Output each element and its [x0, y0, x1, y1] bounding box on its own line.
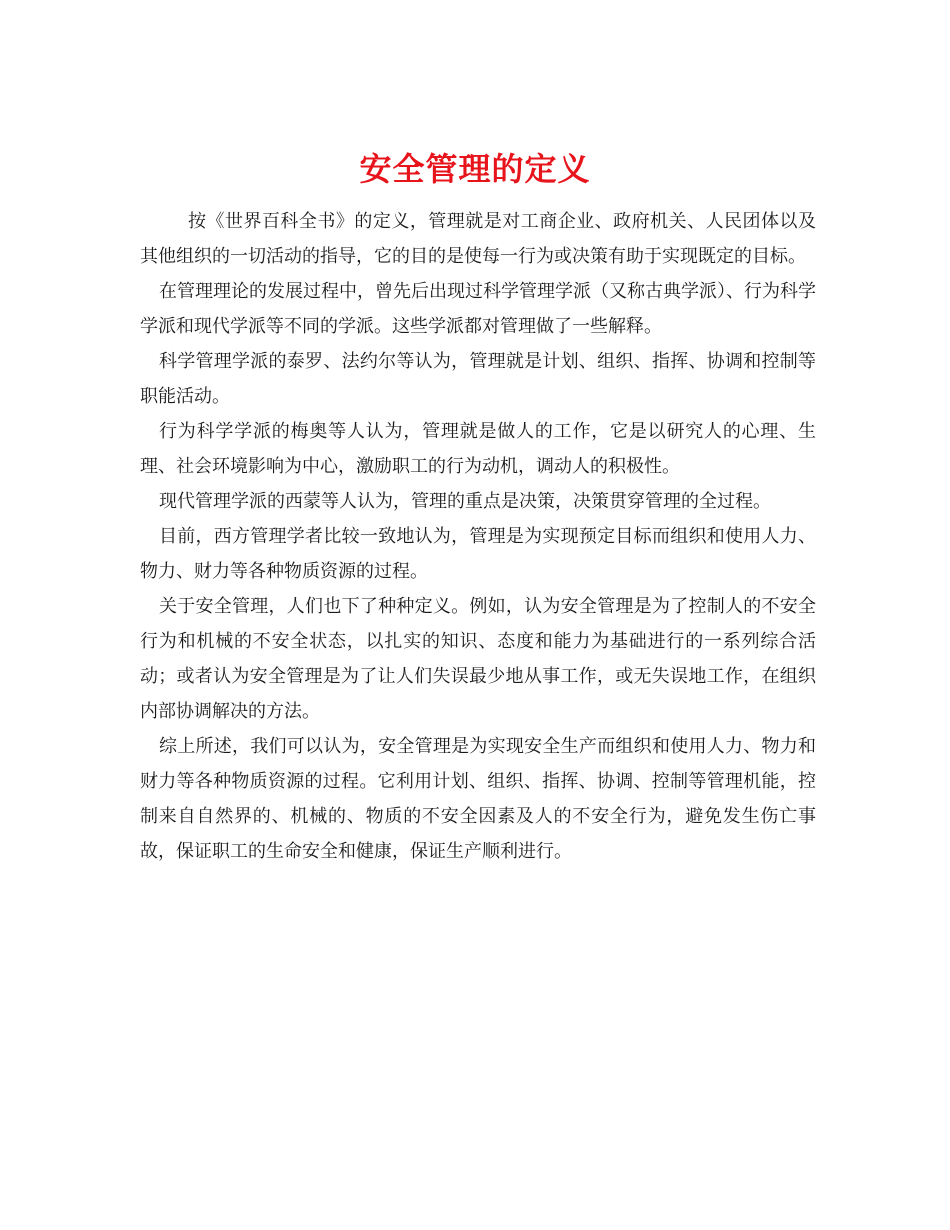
document-body	[140, 204, 816, 869]
paragraph-behavioral-science: 行为科学学派的梅奥等人认为，管理就是做人的工作，它是以研究人的心理、生理、社会环境影响为中心，激励职工的行为动机，调动人的积极性。	[140, 421, 816, 477]
paragraph-schools-overview: 在管理理论的发展过程中，曾先后出现过科学管理学派（又称古典学派）、行为科学学派和现代学派等不同的学派。这些学派都对管理做了一些解释。	[140, 281, 816, 337]
paragraph-conclusion: 综上所述，我们可以认为，安全管理是为实现安全生产而组织和使用人力、物力和财力等各种物质资源的过程。它利用计划、组织、指挥、协调、控制等管理机能，控制来自自然界的、机械的、物质的不安全因素及人的不安全行为，避免发生伤亡事故，保证职工的生命安全和健康，保证生产顺利进行。	[140, 736, 816, 862]
paragraph-modern-management: 现代管理学派的西蒙等人认为，管理的重点是决策，决策贯穿管理的全过程。	[159, 491, 771, 512]
paragraph-scientific-management: 科学管理学派的泰罗、法约尔等认为，管理就是计划、组织、指挥、协调和控制等职能活动。	[140, 351, 816, 407]
document-title: 安全管理的定义	[359, 150, 591, 189]
paragraph-safety-definitions: 关于安全管理，人们也下了种种定义。例如，认为安全管理是为了控制人的不安全行为和机械的不安全状态，以扎实的知识、态度和能力为基础进行的一系列综合活动；或者认为安全管理是为了让人们失误最少地从事工作，或无失误地工作，在组织内部协调解决的方法。	[140, 596, 816, 722]
paragraph-definition-encyclopedia: 按《世界百科全书》的定义，管理就是对工商企业、政府机关、人民团体以及其他组织的一切活动的指导，它的目的是使每一行为或决策有助于实现既定的目标。	[140, 211, 816, 267]
paragraph-western-consensus: 目前，西方管理学者比较一致地认为，管理是为实现预定目标而组织和使用人力、物力、财力等各种物质资源的过程。	[140, 526, 816, 582]
